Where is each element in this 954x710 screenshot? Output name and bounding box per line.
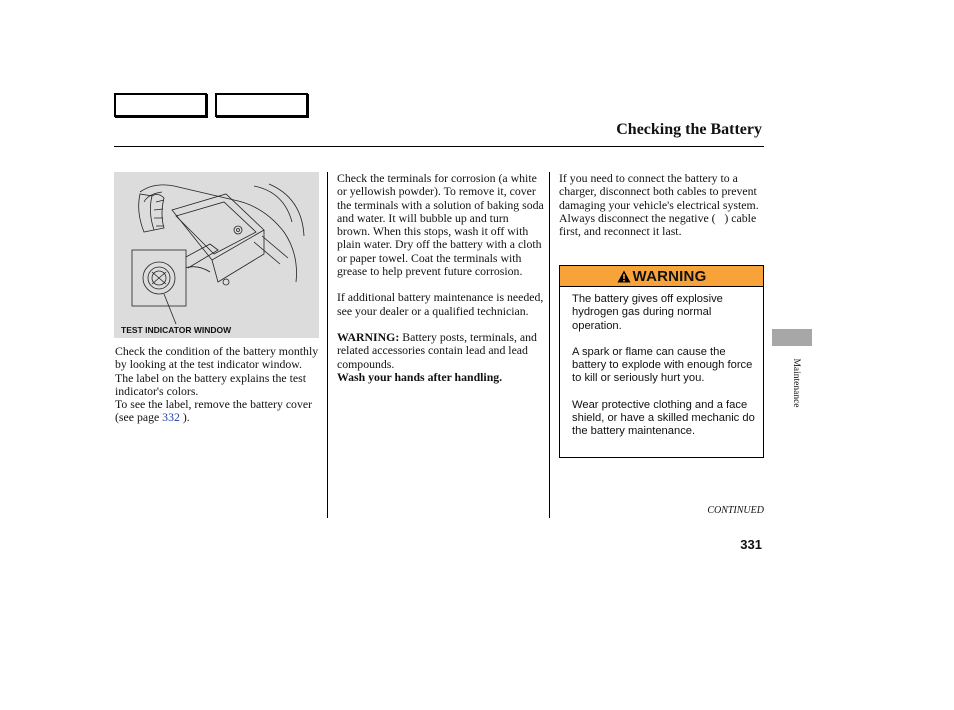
warning-title: WARNING <box>632 267 707 285</box>
lead-warning-label: WARNING: <box>337 329 400 344</box>
label-paragraph-end: ). <box>179 410 190 425</box>
page-link-332[interactable]: 332 <box>162 410 180 425</box>
warning-triangle-icon <box>617 270 631 283</box>
nav-button-previous[interactable] <box>114 93 207 117</box>
battery-drawing <box>114 172 319 338</box>
charger-paragraph: If you need to connect the battery to a charger, disconnect both cables to prevent damaging your vehicle's electrical system. Always disconnect the negative ( ) cable first, and reconnect it last. <box>559 171 759 239</box>
warning-item: A spark or flame can cause the battery to explode with enough force to kill or seriously hurt you. <box>572 345 753 385</box>
column-2 <box>337 172 544 384</box>
label-paragraph <box>115 398 320 425</box>
lead-warning-text: Battery posts, terminals, and related accessories contain lead and lead compounds. <box>337 329 537 371</box>
label-paragraph-text: To see the label, remove the battery cover (see page <box>115 397 313 425</box>
warning-item: Wear protective clothing and a face shield, or have a skilled mechanic do the battery maintenance. <box>572 398 755 438</box>
corrosion-paragraph: Check the terminals for corrosion (a white or yellowish powder). To remove it, cover the terminals with a solution of baking soda and water. It will bubble up and turn brown. When this stops, wash it off with plain water. Dry off the battery with a cloth or paper towel. Coat the terminals with grease to help prevent future corrosion. <box>337 171 544 279</box>
column-divider-1 <box>327 172 328 518</box>
warning-item: The battery gives off explosive hydrogen gas during normal operation. <box>572 293 723 332</box>
continued-label: CONTINUED <box>707 505 764 516</box>
nav-button-next[interactable] <box>215 93 308 117</box>
title-rule <box>114 146 764 147</box>
column-3 <box>559 172 763 238</box>
condition-paragraph: Check the condition of the battery monthly by looking at the test indicator window. The label on the battery explains the test indicator's colors. <box>115 344 319 398</box>
section-tab[interactable] <box>772 329 812 346</box>
warning-header <box>560 266 763 287</box>
column-divider-2 <box>549 172 550 518</box>
column-1 <box>115 345 320 425</box>
warning-body <box>560 287 763 439</box>
page-title: Checking the Battery <box>616 121 762 138</box>
lead-warning-paragraph <box>337 331 544 384</box>
battery-illustration <box>114 172 319 338</box>
page-number: 331 <box>740 537 762 552</box>
section-tab-label: Maintenance <box>791 358 801 408</box>
dealer-paragraph: If additional battery maintenance is needed, see your dealer or a qualified technician. <box>337 290 544 318</box>
figure-caption: TEST INDICATOR WINDOW <box>121 325 232 335</box>
wash-hands-text: Wash your hands after handling. <box>337 369 503 384</box>
warning-box <box>559 265 764 458</box>
